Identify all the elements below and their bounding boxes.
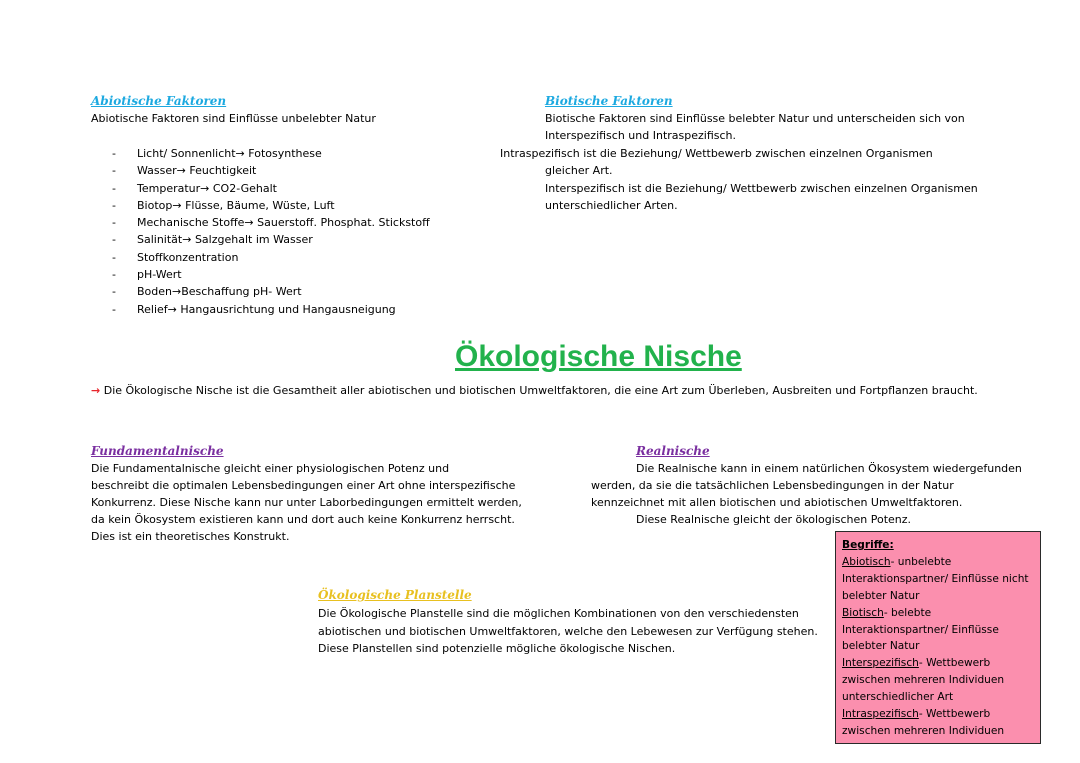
planstelle-heading: Ökologische Planstelle <box>318 588 472 602</box>
page-title: Ökologische Nische <box>455 340 742 373</box>
glossary-box <box>835 531 1041 744</box>
planstelle-line: abiotischen und biotischen Umweltfaktoren, welche den Lebewesen zur Verfügung stehen. <box>318 625 818 638</box>
biotic-line: Intraspezifisch ist die Beziehung/ Wettbewerb zwischen einzelnen Organismen <box>500 147 933 160</box>
abiotic-heading: Abiotische Faktoren <box>91 94 227 108</box>
biotic-line: unterschiedlicher Arten. <box>545 199 678 212</box>
list-item: - Stoffkonzentration <box>112 250 239 264</box>
real-line: werden, da sie die tatsächlichen Lebensbedingungen in der Natur <box>591 479 954 492</box>
abiotic-intro: Abiotische Faktoren sind Einflüsse unbelebter Natur <box>91 112 376 125</box>
biotic-line: Interspezifisch ist die Beziehung/ Wettbewerb zwischen einzelnen Organismen <box>545 182 978 195</box>
biotic-line: Interspezifisch und Intraspezifisch. <box>545 129 737 142</box>
glossary-entry: Biotisch- belebte Interaktionspartner/ Einflüsse belebter Natur <box>842 606 999 653</box>
glossary-entry: Abiotisch- unbelebte Interaktionspartner/ Einflüsse nicht belebter Natur <box>842 555 1029 602</box>
glossary-title: Begriffe: <box>842 539 894 551</box>
list-item: - Boden→Beschaffung pH- Wert <box>112 285 302 299</box>
biotic-heading: Biotische Faktoren <box>545 94 673 108</box>
biotic-line: gleicher Art. <box>545 164 613 177</box>
list-item: - Licht/ Sonnenlicht→ Fotosynthese <box>112 147 322 160</box>
planstelle-line: Die Ökologische Planstelle sind die möglichen Kombinationen von den verschiedensten <box>318 607 799 620</box>
list-item: - Mechanische Stoffe→ Sauerstoff. Phosphat. Stickstoff <box>112 216 430 230</box>
real-niche-heading: Realnische <box>636 444 710 458</box>
fundamental-line: da kein Ökosystem existieren kann und dort auch keine Konkurrenz herrscht. <box>91 513 515 526</box>
list-item: - Relief→ Hangausrichtung und Hangausneigung <box>112 302 396 316</box>
list-item: - Salinität→ Salzgehalt im Wasser <box>112 233 313 247</box>
fundamental-line: Konkurrenz. Diese Nische kann nur unter Laborbedingungen ermittelt werden, <box>91 496 522 509</box>
biotic-line: Biotische Faktoren sind Einflüsse belebter Natur und unterscheiden sich von <box>545 112 965 125</box>
real-line: Diese Realnische gleicht der ökologischen Potenz. <box>636 513 912 526</box>
arrow-right-icon: → <box>91 384 101 397</box>
real-line: Die Realnische kann in einem natürlichen Ökosystem wiedergefunden <box>636 462 1022 475</box>
fundamental-niche-heading: Fundamentalnische <box>91 444 224 458</box>
list-item: - Biotop→ Flüsse, Bäume, Wüste, Luft <box>112 198 335 212</box>
list-item: - pH-Wert <box>112 268 182 282</box>
glossary-entry: Interspezifisch- Wettbewerb zwischen mehreren Individuen unterschiedlicher Art <box>842 657 1005 704</box>
list-item: - Temperatur→ CO2-Gehalt <box>112 181 277 195</box>
planstelle-line: Diese Planstellen sind potenzielle mögliche ökologische Nischen. <box>318 642 676 655</box>
fundamental-line: Die Fundamentalnische gleicht einer physiologischen Potenz und <box>91 462 450 475</box>
list-item: - Wasser→ Feuchtigkeit <box>112 164 257 178</box>
fundamental-line: Dies ist ein theoretisches Konstrukt. <box>91 530 290 543</box>
glossary-entry: Intraspezifisch- Wettbewerb zwischen mehreren Individuen <box>842 708 1005 737</box>
fundamental-line: beschreibt die optimalen Lebensbedingungen einer Art ohne interspezifische <box>91 479 516 492</box>
niche-definition: → Die Ökologische Nische ist die Gesamtheit aller abiotischen und biotischen Umweltfaktoren, die eine Art zum Überleben, Ausbreiten und Fortpflanzen braucht. <box>91 384 978 397</box>
real-line: kennzeichnet mit allen biotischen und abiotischen Umweltfaktoren. <box>591 496 963 509</box>
abiotic-factor-list <box>112 145 430 318</box>
